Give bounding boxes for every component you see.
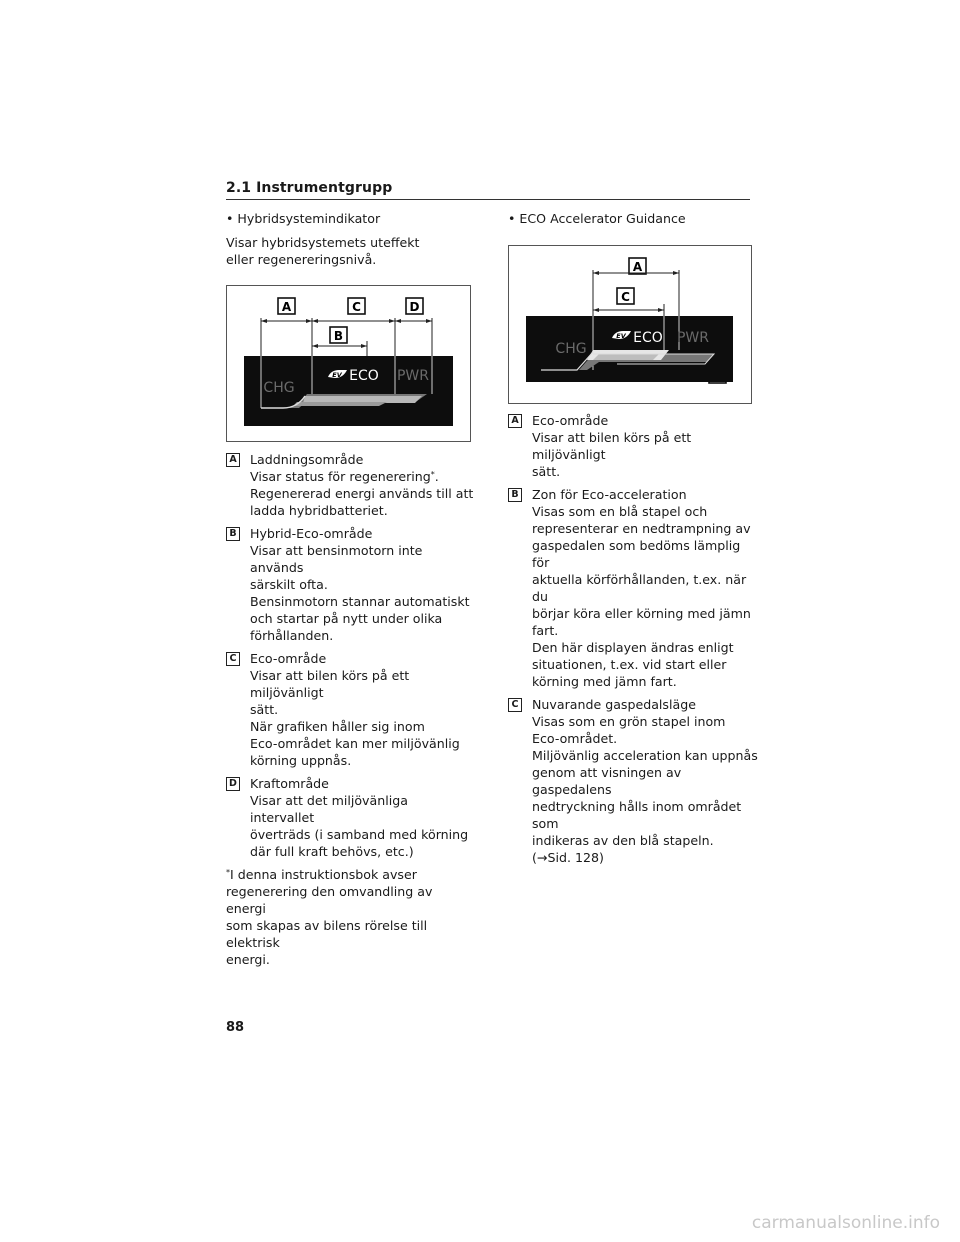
- pwr-label: PWR: [396, 368, 430, 384]
- label-a: A: [632, 260, 643, 274]
- legend-item-b: B Zon för Eco-acceleration Visas som en blå stapel och representerar en nedtrampning av gaspedalen som bedöms lämplig för aktuella körförhållanden, t.ex. när du börjar köra eller körning med jämn fart. Den här displayen ändras enligt situationen, t.ex. vid start eller körning med jämn fart.: [508, 486, 758, 690]
- label-c: C: [352, 300, 361, 314]
- badge-b: B: [226, 527, 240, 541]
- badge-c: C: [226, 652, 240, 666]
- page-reference-link[interactable]: (→Sid. 128): [532, 850, 604, 865]
- section-title: 2.1 Instrumentgrupp: [226, 180, 393, 196]
- left-column-items: [226, 451, 476, 968]
- badge-d: D: [226, 777, 240, 791]
- badge-a: A: [508, 414, 522, 428]
- header-divider: [226, 199, 750, 200]
- eco-accelerator-figure: [508, 245, 752, 404]
- pwr-label: PWR: [676, 330, 710, 346]
- item-title: Hybrid-Eco-område: [250, 526, 373, 541]
- eco-label: ECO: [633, 330, 663, 346]
- chg-label: CHG: [263, 380, 295, 396]
- hybrid-indicator-figure: [226, 285, 471, 442]
- item-title: Nuvarande gaspedalsläge: [532, 697, 696, 712]
- left-bullet: • Hybridsystemindikator: [226, 211, 381, 226]
- legend-item-b: B Hybrid-Eco-område Visar att bensinmotorn inte används särskilt ofta. Bensinmotorn stannar automatiskt och startar på nytt under olika förhållanden.: [226, 525, 476, 644]
- right-column-items: [508, 412, 758, 872]
- legend-item-a: A Laddningsområde Visar status för regenerering*. Regenererad energi används till att ladda hybridbatteriet.: [226, 451, 476, 519]
- section-header: [226, 178, 750, 200]
- chg-label: CHG: [555, 341, 587, 357]
- eco-label: ECO: [349, 368, 379, 384]
- footnote-marker: *: [226, 868, 230, 877]
- label-c: C: [621, 290, 630, 304]
- legend-item-c: C Nuvarande gaspedalsläge Visas som en grön stapel inom Eco-området. Miljövänlig acceleration kan uppnås genom att visningen av gaspedalens nedtryckning hålls inom området som indikeras av den blå stapeln. (→Sid. 128): [508, 696, 758, 866]
- badge-b: B: [508, 488, 522, 502]
- label-d: D: [409, 300, 420, 314]
- item-line: Regenererad energi används till att: [250, 486, 474, 501]
- item-title: Laddningsområde: [250, 452, 364, 467]
- right-column-top: [508, 210, 756, 234]
- item-line: Visar status för regenerering: [250, 469, 431, 484]
- legend-item-d: D Kraftområde Visar att det miljövänliga intervallet överträds (i samband med körning där full kraft behövs, etc.): [226, 775, 476, 860]
- label-b: B: [333, 329, 344, 343]
- label-a: A: [281, 300, 292, 314]
- watermark: carmanualsonline.info: [751, 1213, 940, 1233]
- ev-text: EV: [616, 332, 626, 340]
- left-column-top: [226, 210, 474, 268]
- left-intro: Visar hybridsystemets uteffekt eller regenereringsnivå.: [226, 235, 420, 267]
- ev-text: EV: [332, 371, 342, 379]
- eco-accelerator-illustration: [509, 246, 751, 403]
- item-title: Eco-område: [532, 413, 609, 428]
- item-line: ladda hybridbatteriet.: [250, 503, 388, 518]
- item-title: Kraftområde: [250, 776, 329, 791]
- badge-c: C: [508, 698, 522, 712]
- badge-a: A: [226, 453, 240, 467]
- legend-item-c: C Eco-område Visar att bilen körs på ett miljövänligt sätt. När grafiken håller sig inom Eco-området kan mer miljövänlig körning uppnås.: [226, 650, 476, 769]
- footnote-marker: *: [430, 470, 435, 479]
- item-title: Eco-område: [250, 651, 327, 666]
- item-title: Zon för Eco-acceleration: [532, 487, 687, 502]
- hybrid-indicator-illustration: [227, 286, 470, 441]
- legend-item-a: A Eco-område Visar att bilen körs på ett miljövänligt sätt.: [508, 412, 758, 480]
- page-number: 88: [226, 1020, 245, 1035]
- footnote: *I denna instruktionsbok avser regenerering den omvandling av energi som skapas av bilens rörelse till elektrisk energi.: [226, 867, 433, 967]
- right-bullet: • ECO Accelerator Guidance: [508, 211, 686, 226]
